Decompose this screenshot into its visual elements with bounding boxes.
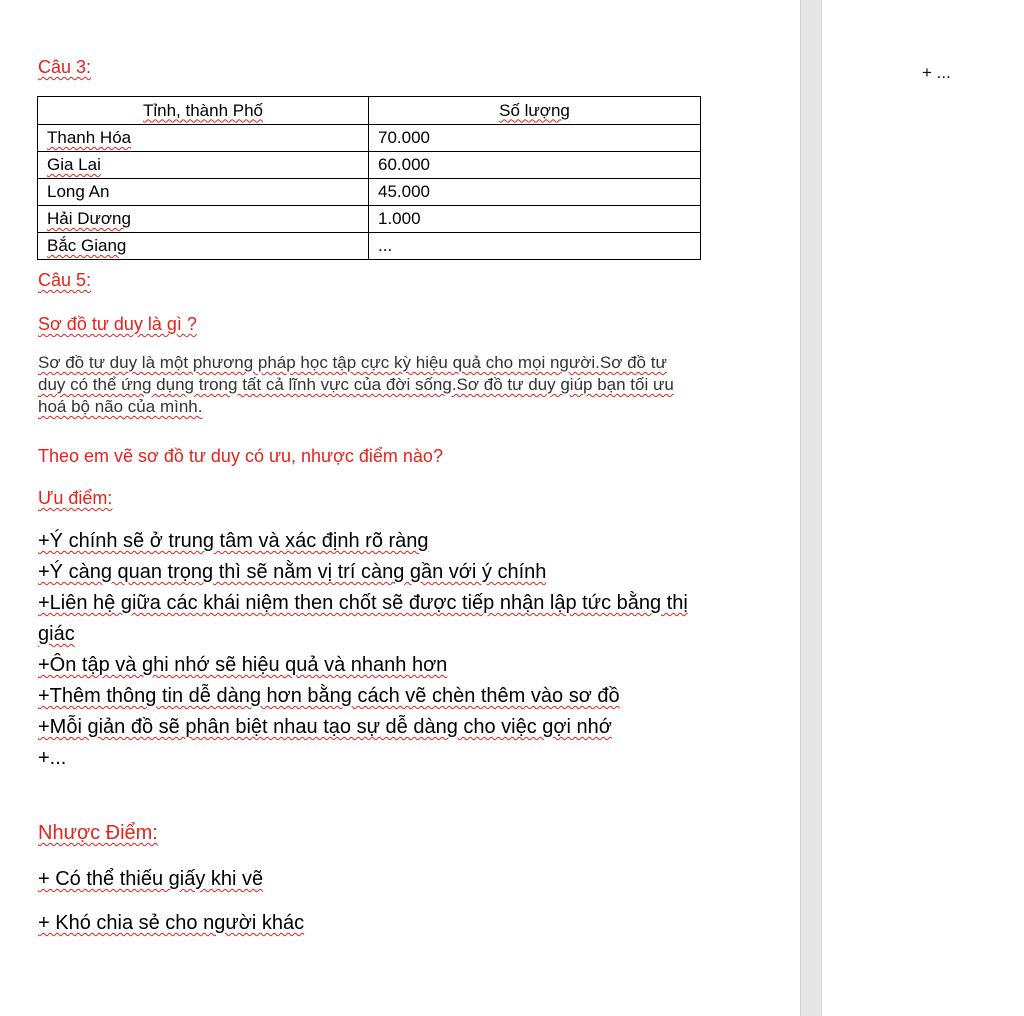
table-cell-quantity: 1.000: [369, 206, 701, 233]
list-item: +...: [38, 747, 67, 769]
cons-heading: Nhược Điểm:: [38, 822, 158, 844]
table-row: [38, 152, 701, 179]
table-cell-province: Bắc Giang: [38, 233, 369, 260]
province-table: [37, 96, 701, 260]
list-item: + Có thể thiếu giấy khi vẽ: [38, 868, 264, 890]
table-cell-province: Thanh Hóa: [38, 125, 369, 152]
cau3-heading: Câu 3:: [38, 57, 92, 77]
table-row: [38, 179, 701, 206]
table-row: [38, 125, 701, 152]
table-cell-quantity: ...: [369, 233, 701, 260]
pros-heading: Ưu điểm:: [38, 488, 113, 508]
right-page-note: + ...: [922, 63, 951, 82]
list-item: +Ý chính sẽ ở trung tâm và xác định rõ ràng: [38, 530, 429, 552]
table-cell-quantity: 60.000: [369, 152, 701, 179]
question-1: Sơ đồ tư duy là gì ?: [38, 314, 197, 334]
answer-1-paragraph: Sơ đồ tư duy là một phương pháp học tập cực kỳ hiệu quả cho mọi người.Sơ đồ tư duy có thể ứng dụng trong tất cả lĩnh vực của đời sống.Sơ đồ tư duy giúp bạn tối ưu hoá bộ não của mình.: [38, 353, 674, 416]
question-2: Theo em vẽ sơ đồ tư duy có ưu, nhược điểm nào?: [38, 446, 443, 466]
right-page: [822, 0, 1024, 1016]
list-item: +Liên hệ giữa các khái niệm then chốt sẽ được tiếp nhận lập tức bằng thị giác: [38, 592, 688, 645]
list-item: + Khó chia sẻ cho người khác: [38, 912, 305, 934]
pros-list: [38, 526, 708, 774]
table-row: [38, 206, 701, 233]
table-cell-province: Gia Lai: [38, 152, 369, 179]
table-cell-quantity: 70.000: [369, 125, 701, 152]
table-cell-province: Hải Dương: [38, 206, 369, 233]
table-header-row: [38, 97, 701, 125]
table-cell-quantity: 45.000: [369, 179, 701, 206]
list-item: +Thêm thông tin dễ dàng hơn bằng cách vẽ chèn thêm vào sơ đồ: [38, 685, 620, 707]
list-item: +Ý càng quan trọng thì sẽ nằm vị trí càng gần với ý chính: [38, 561, 547, 583]
table-header-quantity: Số lượng: [369, 97, 701, 125]
list-item: +Mỗi giản đồ sẽ phân biệt nhau tạo sự dễ dàng cho việc gợi nhớ: [38, 716, 612, 738]
cau5-heading: Câu 5:: [38, 270, 92, 290]
list-item: +Ôn tập và ghi nhớ sẽ hiệu quả và nhanh hơn: [38, 654, 448, 676]
table-cell-province: Long An: [38, 179, 369, 206]
table-header-province: Tỉnh, thành Phố: [38, 97, 369, 125]
page-gutter: [800, 0, 822, 1016]
table-row: [38, 233, 701, 260]
